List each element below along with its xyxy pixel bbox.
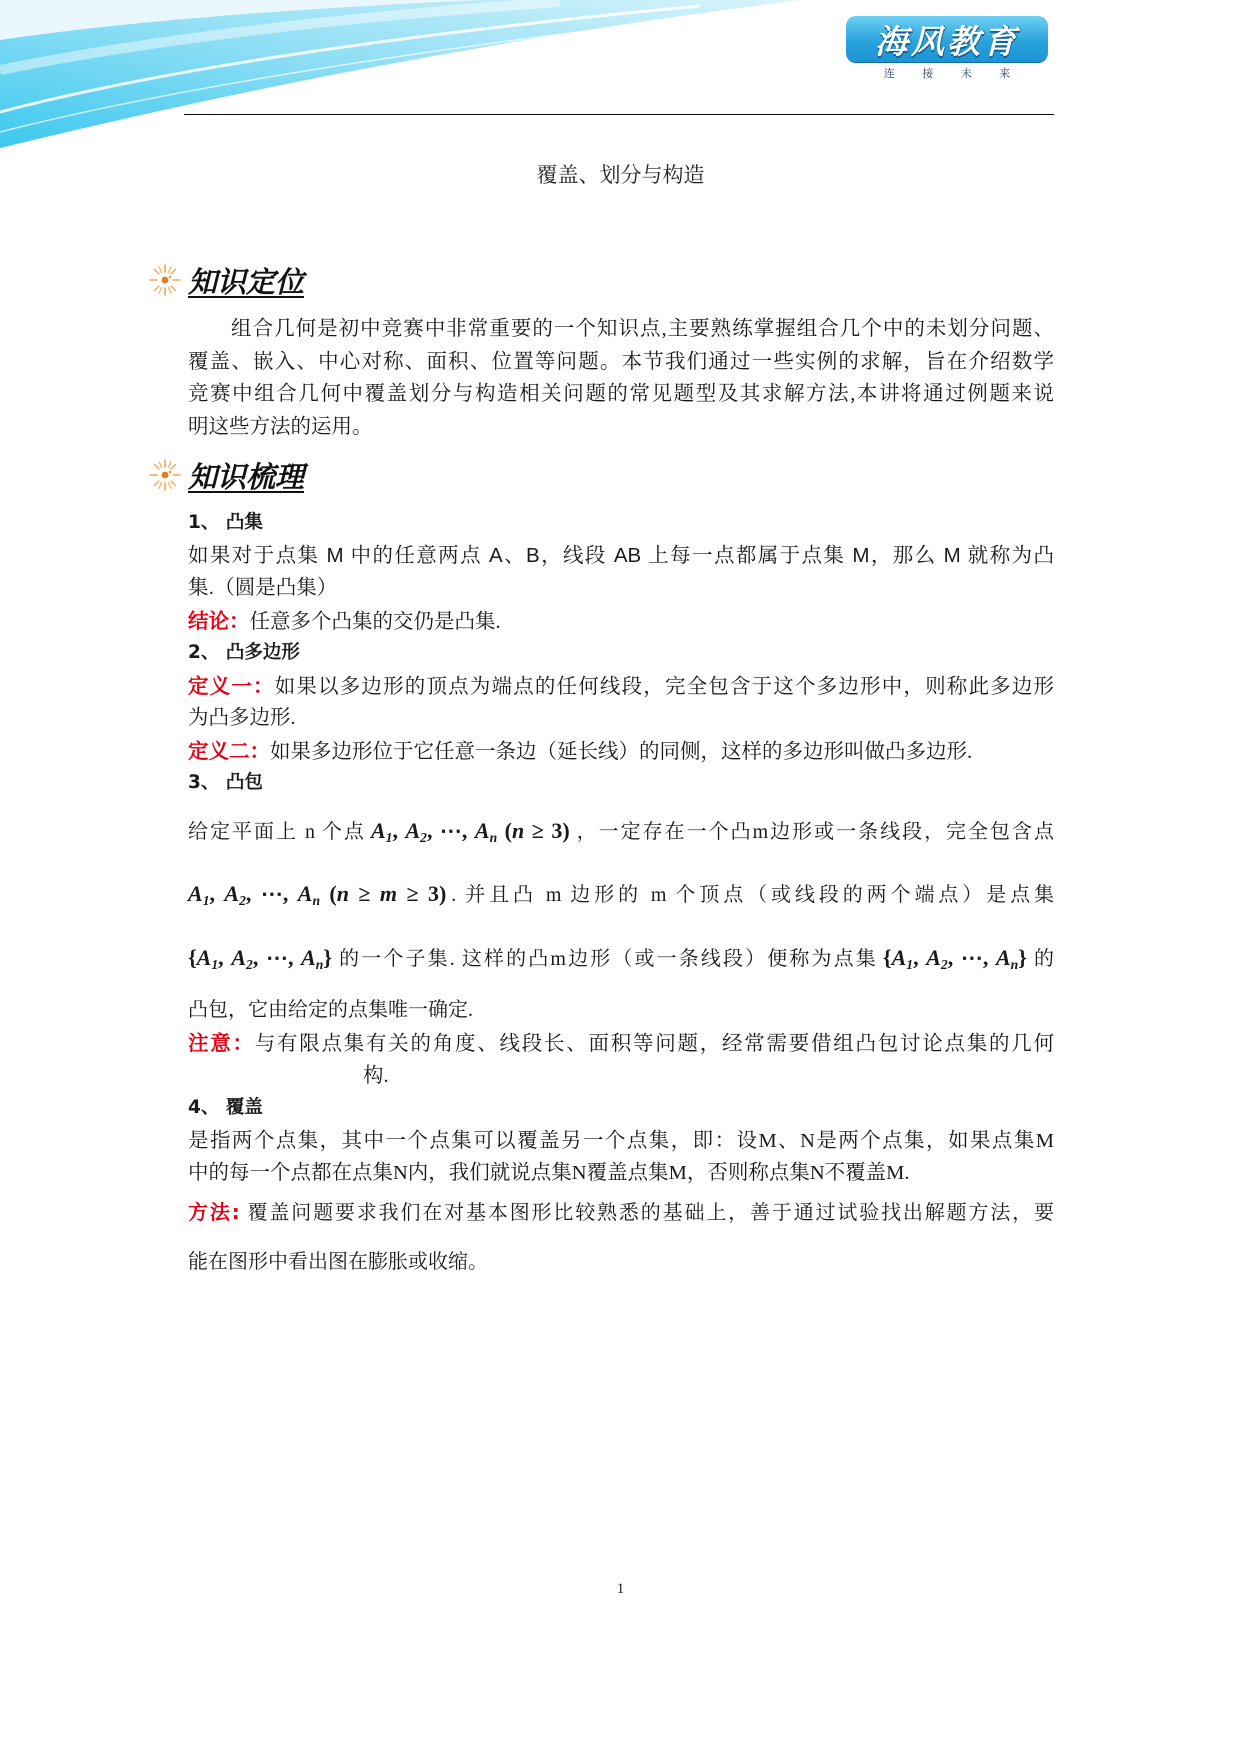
convex-hull-line — [188, 815, 1054, 847]
definition-one-line: 为凸多边形. — [188, 707, 296, 729]
formula-symbol: ≥ 3) — [524, 818, 570, 843]
convex-hull-line — [188, 878, 1054, 910]
document-title: 覆盖、划分与构造 — [536, 163, 705, 187]
formula-subscript: 1 — [906, 957, 914, 973]
formula-subscript: 1 — [385, 830, 393, 846]
formula-points — [188, 881, 447, 909]
intro-line: 组合几何是初中竞赛中非常重要的一个知识点,主要熟练掌握组合几个中的未划分问题、 — [231, 318, 1054, 340]
definition-one-label: 定义一： — [188, 673, 275, 698]
note-text: 与有限点集有关的角度、线段长、面积等问题，经常需要借组凸包讨论点集的几何 — [254, 1033, 1054, 1055]
sunburst-icon — [148, 263, 182, 297]
formula-variable: $A_1$ — [891, 945, 914, 973]
method-line — [188, 1196, 1054, 1228]
formula-symbol: , — [218, 945, 232, 970]
formula-point-set — [188, 945, 333, 973]
convex-hull-text: 给定平面上 n 个点 — [188, 821, 366, 843]
method-label: 方法: — [188, 1200, 240, 1224]
formula-variable: $A_2$ — [231, 945, 253, 973]
formula-symbol: , ⋯, — [245, 881, 298, 906]
conclusion-text: 任意多个凸集的交仍是凸集. — [249, 610, 501, 633]
formula-subscript: n — [1010, 957, 1019, 973]
header-wave-decoration — [0, 0, 1241, 170]
convex-hull-text: ，一定存在一个凸m边形或一条线段，完全包含点 — [574, 821, 1055, 843]
formula-symbol: , ⋯, — [426, 818, 475, 843]
formula-subscript: n — [489, 830, 498, 846]
item-heading-convex-set: 1、 凸集 — [188, 512, 263, 533]
convex-hull-text: . 并且凸 m 边形的 m 个顶点（或线段的两个端点）是点集 — [451, 884, 1055, 906]
formula-point-set — [882, 945, 1027, 973]
intro-line: 竞赛中组合几何中覆盖划分与构造相关问题的常见题型及其求解方法,本讲将通过例题来说 — [188, 383, 1054, 405]
item-heading-covering: 4、 覆盖 — [188, 1097, 263, 1118]
formula-symbol: } — [323, 945, 333, 970]
knowledge-list — [188, 507, 1054, 800]
formula-subscript: 2 — [239, 893, 246, 909]
formula-variable: n — [336, 881, 350, 906]
intro-line: 明这些方法的运用。 — [188, 415, 373, 438]
formula-variable: $A_n$ — [995, 945, 1019, 973]
convex-hull-line: 凸包，它由给定的点集唯一确定. — [188, 999, 473, 1021]
definition-two-label: 定义二： — [188, 738, 270, 763]
formula-symbol: , ⋯, — [252, 945, 302, 970]
intro-line: 覆盖、嵌入、中心对称、面积、位置等问题。本节我们通过一些实例的求解，旨在介绍数学 — [188, 350, 1054, 373]
definition-one-text: 如果以多边形的顶点为端点的任何线段，完全包含于这个多边形中，则称此多边形 — [274, 675, 1054, 698]
page-number: 1 — [616, 1581, 625, 1597]
formula-subscript: 2 — [940, 957, 948, 973]
header-rule — [184, 114, 1054, 115]
definition-one-line — [188, 670, 1054, 703]
section-heading-review: 知识梳理 — [188, 462, 305, 494]
conclusion-line — [188, 605, 1054, 638]
convex-hull-line — [188, 942, 1054, 974]
formula-variable: m — [379, 881, 398, 906]
formula-variable: $A_n$ — [297, 881, 321, 909]
conclusion-label: 结论： — [188, 608, 250, 633]
formula-symbol: { — [188, 945, 197, 970]
note-line: 构. — [363, 1064, 389, 1087]
formula-variable: $A_n$ — [474, 818, 498, 846]
note-label: 注意： — [188, 1031, 255, 1055]
formula-subscript: n — [312, 893, 321, 909]
logo-text: 海风教育 — [875, 21, 1019, 61]
formula-variable: n — [512, 818, 525, 843]
logo-slogan: 连 接 未 来 — [883, 67, 1023, 80]
convex-hull-text: 的一个子集. 这样的凸m边形（或一条线段）便称为点集 — [337, 948, 878, 970]
convex-set-text-line: 集.（圆是凸集） — [188, 576, 338, 599]
formula-subscript: n — [315, 957, 324, 973]
sunburst-icon — [148, 458, 182, 492]
formula-subscript: 1 — [202, 893, 210, 909]
formula-symbol: ( — [320, 881, 337, 906]
convex-hull-text: 的 — [1031, 948, 1055, 970]
formula-variable: $A_2$ — [405, 818, 427, 846]
convex-set-text-line: 如果对于点集 M 中的任意两点 A、B，线段 AB 上每一点都属于点集 M，那么 M 就称为凸 — [188, 543, 1054, 567]
method-line: 能在图形中看出图在膨胀或收缩。 — [188, 1251, 488, 1273]
covering-text-line: 中的每一个点都在点集N内，我们就说点集N覆盖点集M，否则称点集N不覆盖M. — [188, 1162, 910, 1184]
method-text: 覆盖问题要求我们在对基本图形比较熟悉的基础上，善于通过试验找出解题方法，要 — [245, 1202, 1055, 1224]
intro-paragraph — [188, 313, 1054, 443]
formula-symbol: , — [209, 881, 225, 906]
formula-subscript: 2 — [246, 957, 253, 973]
formula-symbol: , ⋯, — [947, 945, 996, 970]
note-and-covering — [188, 1027, 1054, 1190]
formula-variable: $A_1$ — [188, 881, 210, 909]
formula-variable: $A_1$ — [196, 945, 219, 973]
formula-variable: $A_2$ — [926, 945, 948, 973]
formula-symbol: } — [1018, 945, 1027, 970]
formula-subscript: 2 — [420, 830, 427, 846]
item-heading-convex-polygon: 2、 凸多边形 — [188, 642, 300, 663]
definition-two-line — [188, 735, 1054, 768]
item-heading-convex-hull: 3、 凸包 — [188, 772, 263, 793]
formula-subscript: 1 — [211, 957, 219, 973]
section-heading-positioning: 知识定位 — [188, 267, 305, 299]
formula-symbol: ( — [497, 818, 513, 843]
formula-symbol: ≥ — [349, 881, 380, 906]
formula-symbol: ≥ 3) — [397, 881, 447, 906]
covering-text-line: 是指两个点集，其中一个点集可以覆盖另一个点集，即：设M、N是两个点集，如果点集M — [188, 1129, 1054, 1152]
logo-mark — [846, 16, 1048, 62]
logo — [846, 16, 1048, 81]
formula-symbol: , — [392, 818, 406, 843]
formula-variable: $A_1$ — [370, 818, 393, 846]
formula-variable: $A_2$ — [224, 881, 246, 909]
definition-two-text: 如果多边形位于它任意一条边（延长线）的同侧，这样的多边形叫做凸多边形. — [270, 740, 973, 763]
formula-symbol: , — [913, 945, 927, 970]
formula-variable: $A_n$ — [301, 945, 324, 973]
note-line — [188, 1027, 1054, 1060]
formula-symbol: { — [882, 945, 892, 970]
formula-points — [370, 818, 570, 846]
